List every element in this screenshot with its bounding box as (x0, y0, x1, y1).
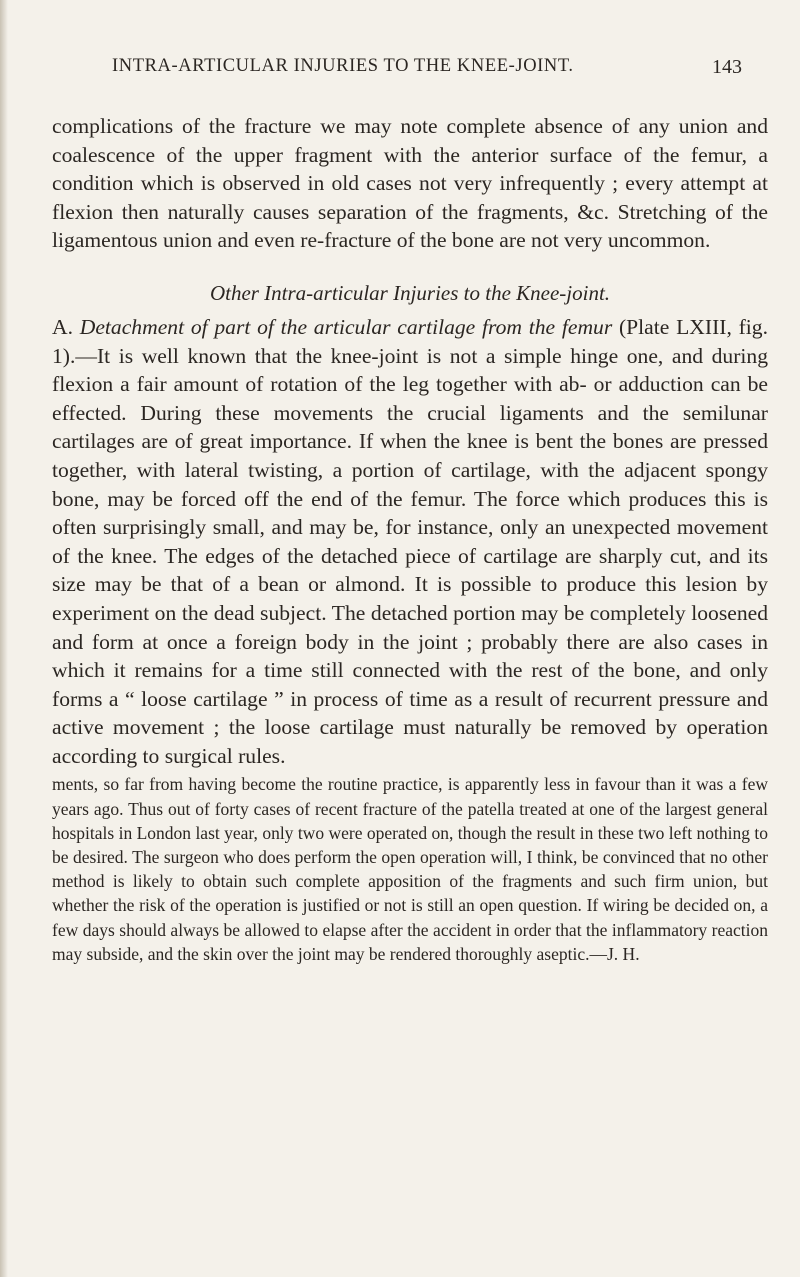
section-a-text: (Plate LXIII, fig. 1).—It is well known that the knee-joint is not a simple hinge one, and during flexion a fair amount of rotation of the leg together with ab- or adduction can be effected. During these movements the crucial ligaments and the semilunar cartilages are of great importance. If when the knee is bent the bones are pressed together, with lateral twisting, a portion of cartilage, with the adjacent spongy bone, may be forced off the end of the femur. The force which produces this is often surprisingly small, and may be, for instance, only an unexpected movement of the knee. The edges of the detached piece of cartilage are sharply cut, and its size may be that of a bean or almond. It is possible to produce this lesion by experiment on the dead subject. The detached portion may be completely loosened and form at once a foreign body in the joint ; probably there are also cases in which it remains for a time still connected with the rest of the bone, and only forms a “ loose cartilage ” in process of time as a result of recurrent pressure and active movement ; the loose cartilage must naturally be removed by operation according to surgical rules. (52, 314, 768, 768)
section-a-marker: A. (52, 314, 73, 339)
intro-paragraph: complications of the fracture we may note complete absence of any union and coalescence of the upper fragment with the anterior surface of the femur, a condition which is observed in old cases not very infrequently ; every attempt at flexion then naturally causes separation of the fragments, &c. Stretching of the ligamentous union and even re-fracture of the bone are not very uncommon. (52, 114, 768, 253)
section-a-title: Detachment of part of the articular cartilage from the femur (79, 314, 613, 339)
page-edge-shadow (0, 0, 8, 1277)
footnote: ments, so far from having become the routine practice, is apparently less in favour than it was a few years ago. Thus out of forty cases of recent fracture of the patella treated at one of the largest general hospitals in London last year, only two were operated on, though the result in these two left nothing to be desired. The surgeon who does perform the open operation will, I think, be convinced that no other method is likely to obtain such complete apposition of the fragments and such firm union, but whether the risk of the operation is justified or not is still an open question. If wiring be decided on, a few days should always be allowed to elapse after the accident in order that the inflammatory reaction may subside, and the skin over the joint may be rendered thoroughly aseptic.—J. H. (52, 774, 768, 964)
page-header (112, 56, 742, 86)
section-heading: Other Intra-articular Injuries to the Knee-joint. (209, 280, 611, 305)
section-a-paragraph (52, 313, 768, 771)
page-number: 143 (712, 56, 742, 78)
main-text (52, 112, 768, 984)
running-head: INTRA-ARTICULAR INJURIES TO THE KNEE-JOINT. (112, 56, 574, 76)
